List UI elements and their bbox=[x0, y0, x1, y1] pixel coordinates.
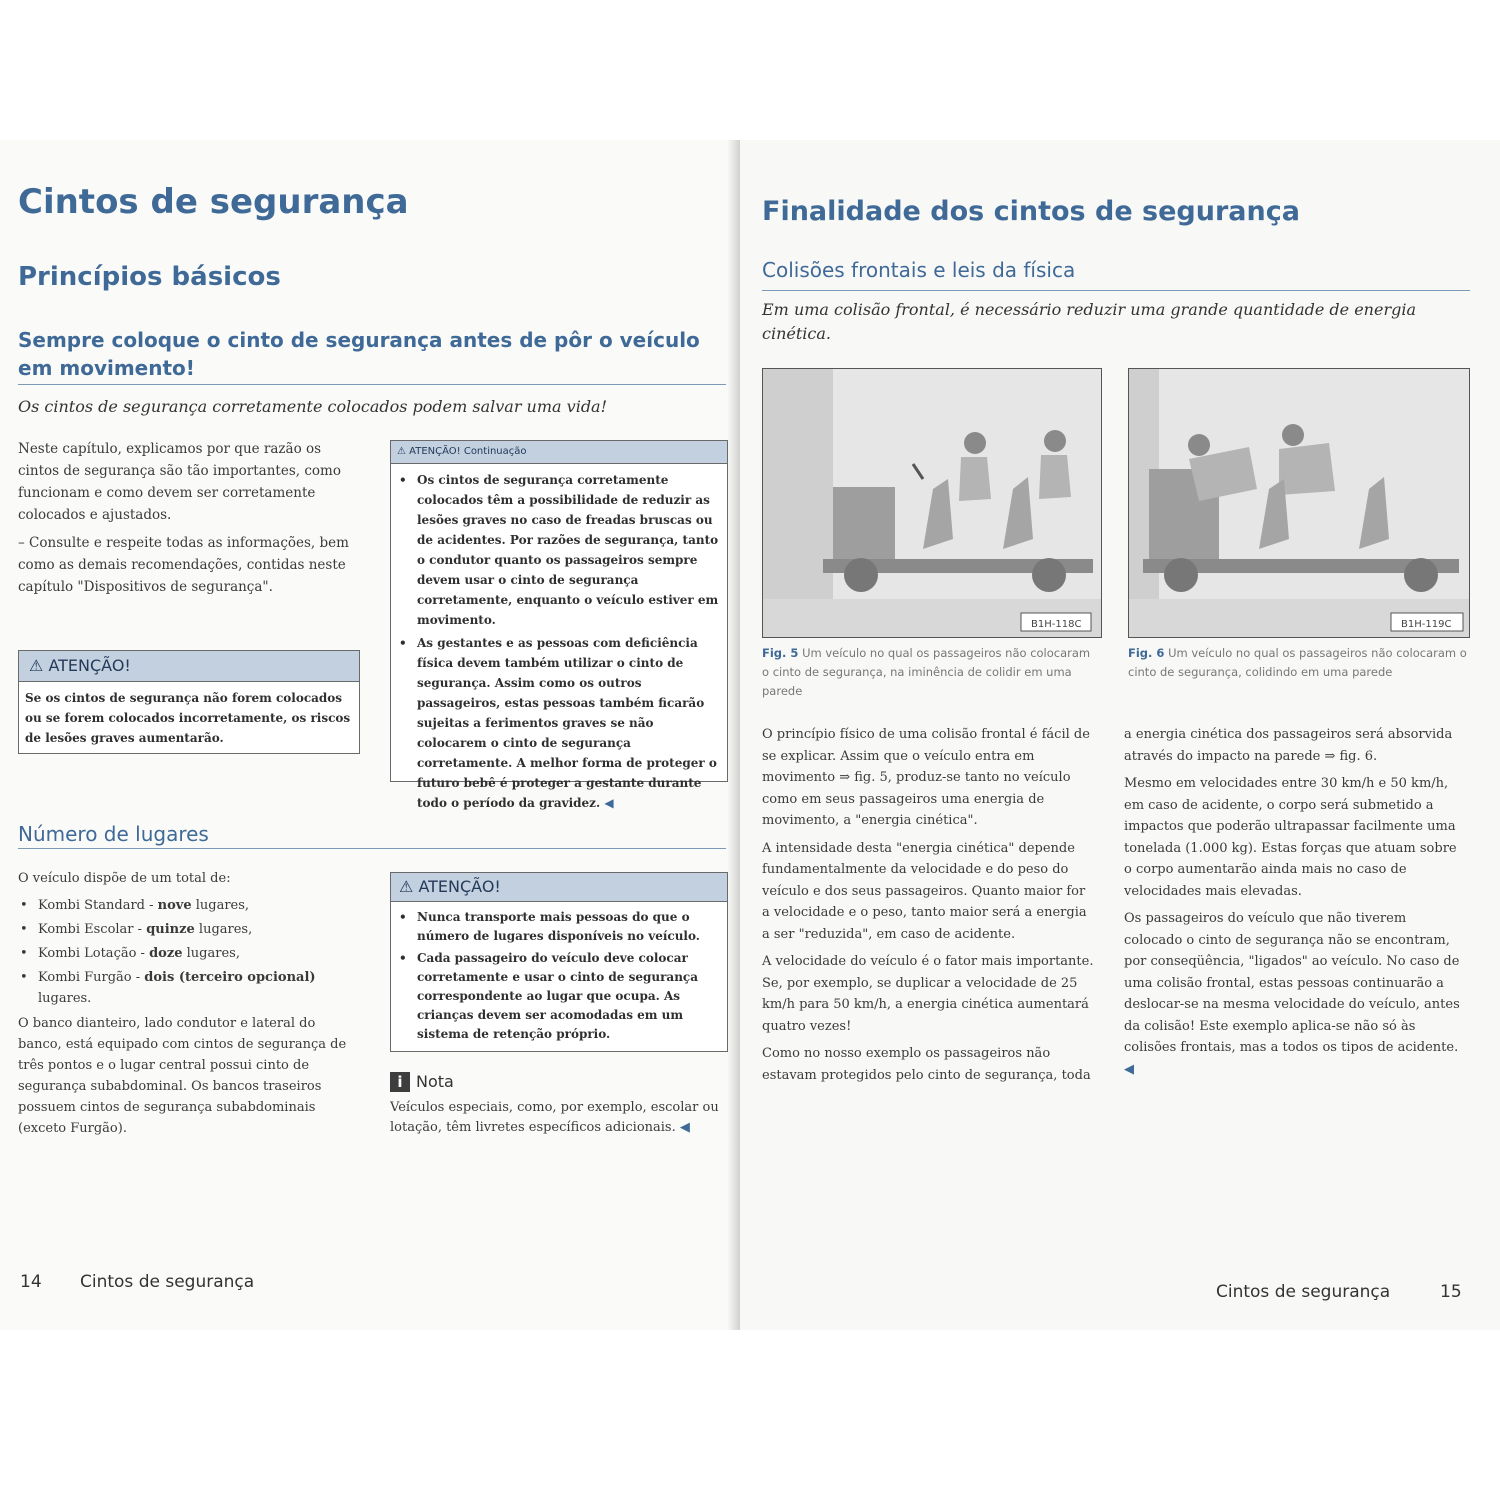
figure-code: B1H-119C bbox=[1401, 619, 1452, 630]
running-footer: Cintos de segurança bbox=[80, 1272, 255, 1292]
lead-text-right: Em uma colisão frontal, é necessário reduzir uma grande quantidade de energia cinética. bbox=[762, 300, 1416, 343]
lead-text: Os cintos de segurança corretamente colocados podem salvar uma vida! bbox=[18, 397, 608, 416]
section-title: Princípios básicos bbox=[18, 262, 281, 292]
warning-continued-box bbox=[390, 440, 728, 810]
warning-item: • Cada passageiro do veículo deve colocar corretamente e usar o cinto de segurança correspondente ao lugar que ocupa. As crianças devem ser acomodadas em um sistema de retenção próprio. bbox=[397, 949, 721, 1044]
body-paragraph: a energia cinética dos passageiros será absorvida através do impacto na parede ⇒ fig. 6. bbox=[1124, 727, 1453, 764]
page-number: 14 bbox=[20, 1272, 42, 1292]
list-item: • Kombi Furgão - dois (terceiro opcional) lugares. bbox=[18, 967, 358, 1009]
warning-icon: ⚠ bbox=[399, 877, 414, 896]
figure-label: Fig. 6 bbox=[1128, 646, 1165, 660]
body-paragraph: A intensidade desta "energia cinética" depende fundamentalmente da velocidade e do peso do veículo e dos seus passageiros. Quanto maior for a velocidade e o peso, tanto maior será a energia a ser "reduzida", em caso de acidente. bbox=[762, 840, 1087, 942]
end-mark-icon: ◀ bbox=[1124, 1061, 1134, 1077]
seats-column bbox=[18, 868, 358, 1145]
intro-column bbox=[18, 438, 358, 604]
subsection-title: Colisões frontais e leis da física bbox=[762, 258, 1076, 282]
end-mark-icon: ◀ bbox=[679, 1120, 690, 1135]
note-block bbox=[390, 1072, 730, 1138]
warning-icon: ⚠ bbox=[29, 656, 44, 675]
body-column-2 bbox=[1124, 724, 1464, 1086]
vehicle-collision-illustration-icon bbox=[1129, 369, 1469, 637]
vehicle-illustration-icon bbox=[763, 369, 1101, 637]
warning-text: Se os cintos de segurança não forem colocados ou se forem colocados incorretamente, os riscos de lesões graves aumentarão. bbox=[25, 691, 351, 745]
heading-rule bbox=[18, 384, 726, 385]
figure-6 bbox=[1128, 368, 1470, 638]
body-paragraph: Como no nosso exemplo os passageiros não estavam protegidos pelo cinto de segurança, toda bbox=[762, 1046, 1091, 1083]
seats-list bbox=[18, 895, 358, 1009]
end-mark-icon: ◀ bbox=[604, 796, 614, 810]
seats-intro: O veículo dispõe de um total de: bbox=[18, 871, 231, 886]
subsection-rule bbox=[762, 290, 1470, 291]
body-paragraph: Mesmo em velocidades entre 30 km/h e 50 km/h, em caso de acidente, o corpo será submetido a impactos que poderão ultrapassar facilmente uma tonelada (1.000 kg). Estas forças que atuam sobre o corpo aumentarão ainda mais no caso de velocidades mais elevadas. bbox=[1124, 776, 1457, 899]
figure-6-caption: Fig. 6 Um veículo no qual os passageiros não colocaram o cinto de segurança, colidindo em uma parede bbox=[1128, 646, 1467, 679]
info-icon: i bbox=[390, 1072, 410, 1092]
list-item: • Kombi Standard - nove lugares, bbox=[18, 895, 358, 916]
warning-title: ATENÇÃO! Continuação bbox=[409, 446, 527, 457]
warning-box-seats bbox=[390, 872, 728, 1052]
seats-paragraph: O banco dianteiro, lado condutor e lateral do banco, está equipado com cintos de segurança de três pontos e o lugar central possui cinto de segurança subabdominal. Os bancos traseiros possuem cintos de segurança subabdominais (exceto Furgão). bbox=[18, 1016, 347, 1136]
figure-label: Fig. 5 bbox=[762, 646, 799, 660]
body-paragraph: Os passageiros do veículo que não tiverem colocado o cinto de segurança não se encontram, por conseqüência, "ligados" ao veículo. No caso de uma colisão frontal, estas pessoas continuarão a deslocar-se na mesma velocidade do veículo, antes da colisão! Este exemplo aplica-se não só às colisões frontais, mas a todos os tipos de acidente. ◀ bbox=[1124, 911, 1460, 1077]
figure-code: B1H-118C bbox=[1031, 619, 1082, 630]
intro-paragraph: – Consulte e respeite todas as informações, bem como as demais recomendações, contidas neste capítulo "Dispositivos de segurança". bbox=[18, 535, 349, 595]
body-paragraph: O princípio físico de uma colisão frontal é fácil de se explicar. Assim que o veículo entra em movimento ⇒ fig. 5, produz-se tanto no veículo como em seus passageiros uma energia de movimento, a "energia cinética". bbox=[762, 727, 1090, 828]
figure-5-caption: Fig. 5 Um veículo no qual os passageiros não colocaram o cinto de segurança, na iminência de colidir em uma parede bbox=[762, 646, 1091, 698]
warning-item: • As gestantes e as pessoas com deficiência física devem também utilizar o cinto de segurança. Assim como os outros passageiros, estas pessoas também ficarão sujeitas a ferimentos graves se não colocarem o cinto de segurança corretamente. A melhor forma de proteger o futuro bebê é proteger a gestante durante todo o período da gravidez. ◀ bbox=[397, 633, 721, 813]
body-paragraph: A velocidade do veículo é o fator mais importante. Se, por exemplo, se duplicar a velocidade de 25 km/h para 50 km/h, a energia cinética aumentará quatro vezes! bbox=[762, 954, 1094, 1034]
warning-item: • Nunca transporte mais pessoas do que o número de lugares disponíveis no veículo. bbox=[397, 908, 721, 946]
note-text: Veículos especiais, como, por exemplo, escolar ou lotação, têm livretes específicos adicionais. bbox=[390, 1100, 719, 1135]
figure-5 bbox=[762, 368, 1102, 638]
body-column-1 bbox=[762, 724, 1094, 1092]
list-item: • Kombi Escolar - quinze lugares, bbox=[18, 919, 358, 940]
seats-rule bbox=[18, 848, 726, 849]
intro-paragraph: Neste capítulo, explicamos por que razão os cintos de segurança são tão importantes, como funcionam e como devem ser corretamente colocados e ajustados. bbox=[18, 441, 341, 523]
running-footer-right: Cintos de segurança bbox=[1216, 1282, 1391, 1302]
warning-title: ATENÇÃO! bbox=[48, 656, 131, 675]
warning-box bbox=[18, 650, 360, 754]
warning-icon: ⚠ bbox=[397, 446, 406, 457]
section-title-right: Finalidade dos cintos de segurança bbox=[762, 196, 1300, 227]
list-item: • Kombi Lotação - doze lugares, bbox=[18, 943, 358, 964]
warning-title: ATENÇÃO! bbox=[418, 877, 501, 896]
section-heading: Sempre coloque o cinto de segurança antes de pôr o veículo em movimento! bbox=[18, 328, 700, 380]
chapter-title: Cintos de segurança bbox=[18, 182, 409, 222]
page-number-right: 15 bbox=[1440, 1282, 1462, 1302]
warning-item: • Os cintos de segurança corretamente colocados têm a possibilidade de reduzir as lesões graves no caso de freadas bruscas ou de acidentes. Por razões de segurança, tanto o condutor quanto os passageiros sempre devem usar o cinto de segurança corretamente, enquanto o veículo estiver em movimento. bbox=[397, 470, 721, 630]
seats-heading: Número de lugares bbox=[18, 822, 209, 846]
note-title: Nota bbox=[416, 1072, 454, 1091]
